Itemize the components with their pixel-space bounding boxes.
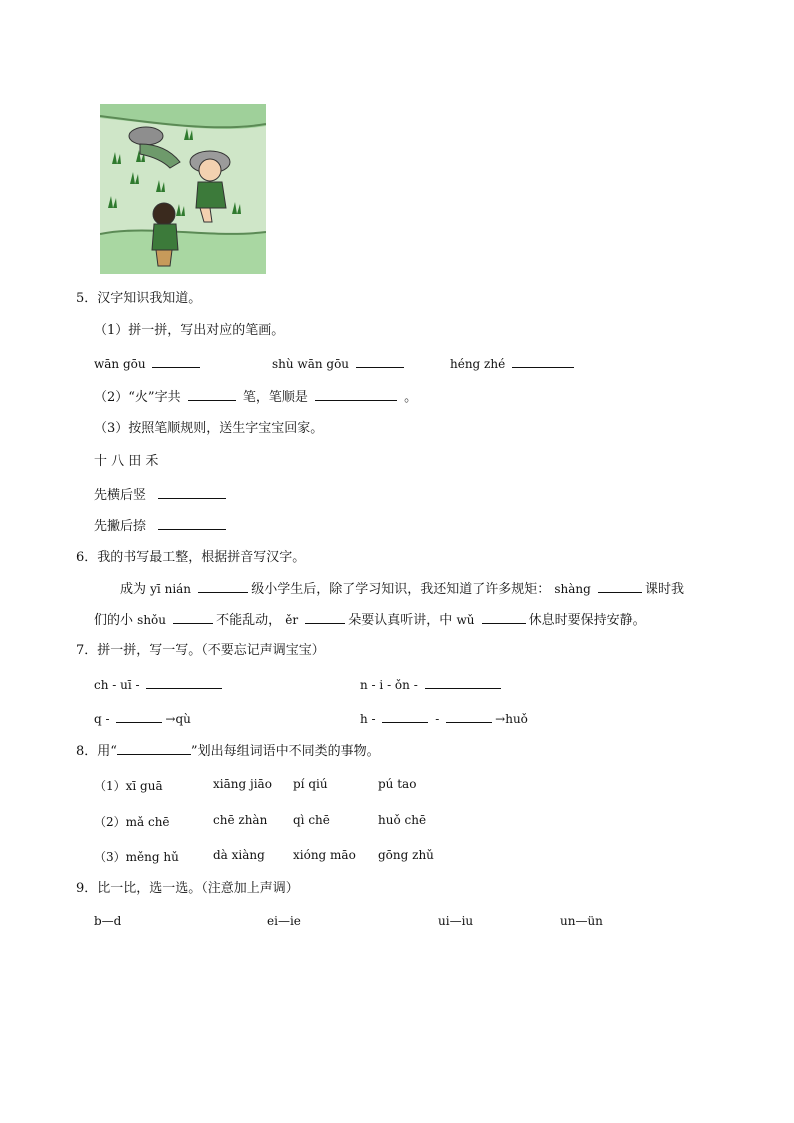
q5-characters: 十 八 田 禾: [94, 454, 159, 469]
q5-stroke-3: [450, 355, 577, 373]
rule-answer-blank[interactable]: [158, 517, 226, 530]
q8-title-text-b: ”划出每组词语中不同类的事物。: [190, 744, 380, 759]
q8-row-1-word-1[interactable]: （1）xī guā: [94, 779, 163, 793]
q8-row-1-word-4[interactable]: pú tao: [378, 777, 417, 791]
q7-title: 7．拼一拼，写一写。（不要忘记声调宝宝）: [76, 643, 325, 658]
q9-title: 9．比一比，选一选。（注意加上声调）: [76, 881, 299, 896]
q7-item-d: [360, 710, 528, 728]
q6-text: 成为: [120, 582, 147, 597]
q8-row-2-word-3[interactable]: qì chē: [293, 813, 330, 827]
q6-text: 休息时要保持安静。: [528, 613, 646, 628]
q7-item-b: [360, 676, 504, 694]
q8-row-2-word-2[interactable]: chē zhàn: [213, 813, 268, 827]
q8-row-1-word-3[interactable]: pí qiú: [293, 777, 328, 791]
q9-pair-1: b—d: [94, 914, 122, 928]
q7-result: →qù: [165, 712, 191, 726]
q8-row-1-word-2[interactable]: xiāng jiāo: [213, 777, 272, 791]
q6-blank-3[interactable]: [173, 611, 213, 624]
q7-answer-blank[interactable]: [116, 710, 162, 723]
q6-pinyin: wǔ: [456, 613, 475, 627]
rule-label: 先撇后捺: [94, 519, 147, 534]
q5-rule-1: [94, 486, 229, 505]
q8-row-2-word-4[interactable]: huǒ chē: [378, 813, 427, 827]
q6-text: 课时我: [644, 582, 684, 597]
q9-pair-3: ui—iu: [438, 914, 474, 928]
q6-pinyin: shàng: [554, 582, 591, 596]
rule-answer-blank[interactable]: [158, 486, 226, 499]
q5-sub2-text-a: （2）“火”字共: [94, 390, 181, 405]
q8-row-3-word-4[interactable]: gōng zhǔ: [378, 848, 434, 862]
q7-answer-blank[interactable]: [382, 710, 428, 723]
q7-spelling: q -: [94, 712, 110, 726]
stroke-pinyin: shù wān gōu: [272, 357, 350, 371]
q5-rule-2: [94, 517, 229, 536]
q5-sub2-text-b: 笔，笔顺是: [242, 390, 308, 405]
q6-text: 朵要认真听讲，中: [348, 613, 453, 628]
q6-pinyin: shǒu: [137, 613, 166, 627]
q6-pinyin: yī nián: [150, 582, 192, 596]
q8-row-2-word-1[interactable]: （2）mǎ chē: [94, 815, 170, 829]
q5-sub1: （1）拼一拼，写出对应的笔画。: [94, 323, 285, 338]
q6-title: 6．我的书写最工整，根据拼音写汉字。: [76, 550, 306, 565]
q7-answer-blank[interactable]: [146, 676, 222, 689]
q7-answer-blank[interactable]: [446, 710, 492, 723]
q8-row-3-word-1[interactable]: （3）měng hǔ: [94, 850, 179, 864]
q6-pinyin: ěr: [285, 613, 299, 627]
stroke-pinyin: héng zhé: [450, 357, 506, 371]
q5-stroke-2: [272, 355, 407, 373]
q6-blank-4[interactable]: [305, 611, 345, 624]
q9-pair-4: un—ün: [560, 914, 603, 928]
q5-title: 5．汉字知识我知道。: [76, 291, 202, 306]
q9-pair-2: ei—ie: [267, 914, 301, 928]
q7-item-a: [94, 676, 225, 694]
q6-blank-1[interactable]: [198, 580, 248, 593]
stroke-answer-blank[interactable]: [152, 355, 200, 368]
q6-text: 级小学生后，除了学习知识，我还知道了许多规矩：: [251, 582, 551, 597]
q6-line-2: [94, 611, 646, 630]
stroke-answer-blank[interactable]: [512, 355, 574, 368]
q5-stroke-1: [94, 355, 203, 373]
q6-blank-5[interactable]: [482, 611, 526, 624]
rice-planting-illustration: [100, 104, 266, 274]
stroke-order-blank[interactable]: [315, 388, 397, 401]
q8-title: [76, 742, 380, 761]
q8-underline-sample: [117, 742, 191, 755]
q7-spelling: n - i - ǒn -: [360, 678, 418, 692]
q8-row-3-word-2[interactable]: dà xiàng: [213, 848, 265, 862]
stroke-answer-blank[interactable]: [356, 355, 404, 368]
q6-text: 不能乱动，: [216, 613, 282, 628]
q6-line-1: [120, 580, 684, 599]
q7-answer-blank[interactable]: [425, 676, 501, 689]
q7-spelling: ch - uī -: [94, 678, 140, 692]
q7-item-c: [94, 710, 191, 728]
q5-sub3: （3）按照笔顺规则，送生字宝宝回家。: [94, 421, 324, 436]
q8-title-text-a: 8．用“: [76, 744, 117, 759]
q5-sub2: [94, 388, 417, 407]
q7-result: →huǒ: [495, 712, 528, 726]
q7-spelling: -: [435, 712, 440, 726]
stroke-count-blank[interactable]: [188, 388, 236, 401]
q8-row-3-word-3[interactable]: xióng māo: [293, 848, 356, 862]
q6-blank-2[interactable]: [598, 580, 642, 593]
rule-label: 先横后竖: [94, 488, 147, 503]
q7-spelling: h -: [360, 712, 376, 726]
q5-sub2-text-c: 。: [404, 390, 418, 405]
stroke-pinyin: wān gōu: [94, 357, 146, 371]
q6-text: 们的小: [94, 613, 134, 628]
